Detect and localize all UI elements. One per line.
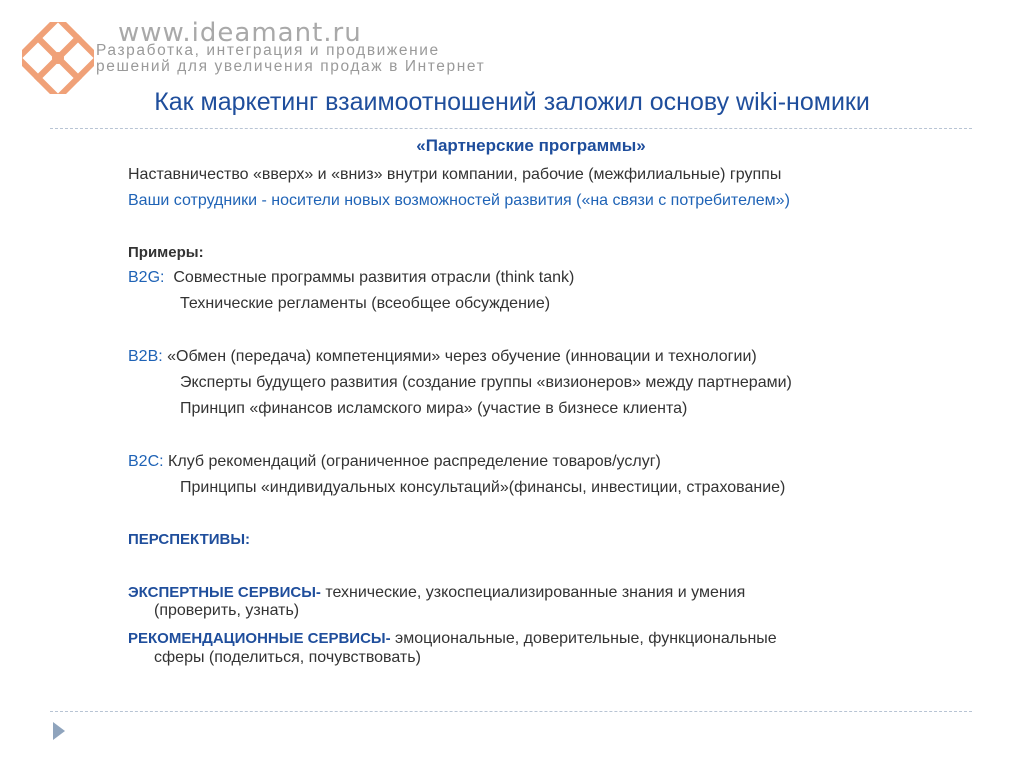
play-arrow-icon[interactable] — [53, 722, 65, 740]
expert-services-line-1 — [128, 583, 745, 603]
b2g-label: B2G: — [128, 269, 165, 286]
b2g-line-2: Технические регламенты (всеобщее обсуждение) — [180, 295, 551, 312]
b2c-line-2: Принципы «индивидуальных консультаций»(финансы, инвестиции, страхование) — [180, 479, 786, 496]
b2g-line-1 — [128, 268, 574, 288]
b2b-label: B2B: — [128, 348, 163, 365]
recommendation-services-label: РЕКОМЕНДАЦИОННЫЕ СЕРВИСЫ- — [128, 630, 391, 647]
expert-services-line-2: (проверить, узнать) — [154, 602, 300, 619]
b2b-text-1: «Обмен (передача) компетенциями» через обучение (инновации и технологии) — [167, 348, 757, 365]
expert-services-label: ЭКСПЕРТНЫЕ СЕРВИСЫ- — [128, 584, 321, 601]
examples-label: Примеры: — [128, 244, 204, 261]
slide-title: Как маркетинг взаимоотношений заложил основу wiki-номики — [154, 88, 870, 116]
b2b-line-1 — [128, 347, 757, 367]
bottom-divider — [50, 711, 972, 712]
b2c-line-1 — [128, 452, 661, 472]
b2b-line-2: Эксперты будущего развития (создание группы «визионеров» между партнерами) — [180, 374, 792, 391]
recommendation-services-text-1: эмоциональные, доверительные, функциональные — [390, 630, 777, 647]
intro-line-2: Ваши сотрудники - носители новых возможностей развития («на связи с потребителем») — [128, 192, 790, 209]
expert-services-text-1: технические, узкоспециализированные знания и умения — [320, 584, 746, 601]
intro-line-1: Наставничество «вверх» и «вниз» внутри компании, рабочие (межфилиальные) группы — [128, 166, 782, 183]
slide-subtitle: «Партнерские программы» — [416, 136, 646, 155]
b2g-text-1: Совместные программы развития отрасли (think tank) — [173, 269, 575, 286]
b2c-label: B2C: — [128, 453, 164, 470]
site-url[interactable]: www.ideamant.ru — [118, 18, 362, 48]
tagline-line-1: Разработка, интеграция и продвижение — [96, 42, 440, 59]
b2c-text-1: Клуб рекомендаций (ограниченное распределение товаров/услуг) — [168, 453, 661, 470]
recommendation-services-line-2: сферы (поделиться, почувствовать) — [154, 649, 421, 666]
b2b-line-3: Принцип «финансов исламского мира» (участие в бизнесе клиента) — [180, 400, 688, 417]
perspectives-label: ПЕРСПЕКТИВЫ: — [128, 531, 251, 548]
recommendation-services-line-1 — [128, 629, 777, 649]
tagline-line-2: решений для увеличения продаж в Интернет — [96, 58, 486, 75]
